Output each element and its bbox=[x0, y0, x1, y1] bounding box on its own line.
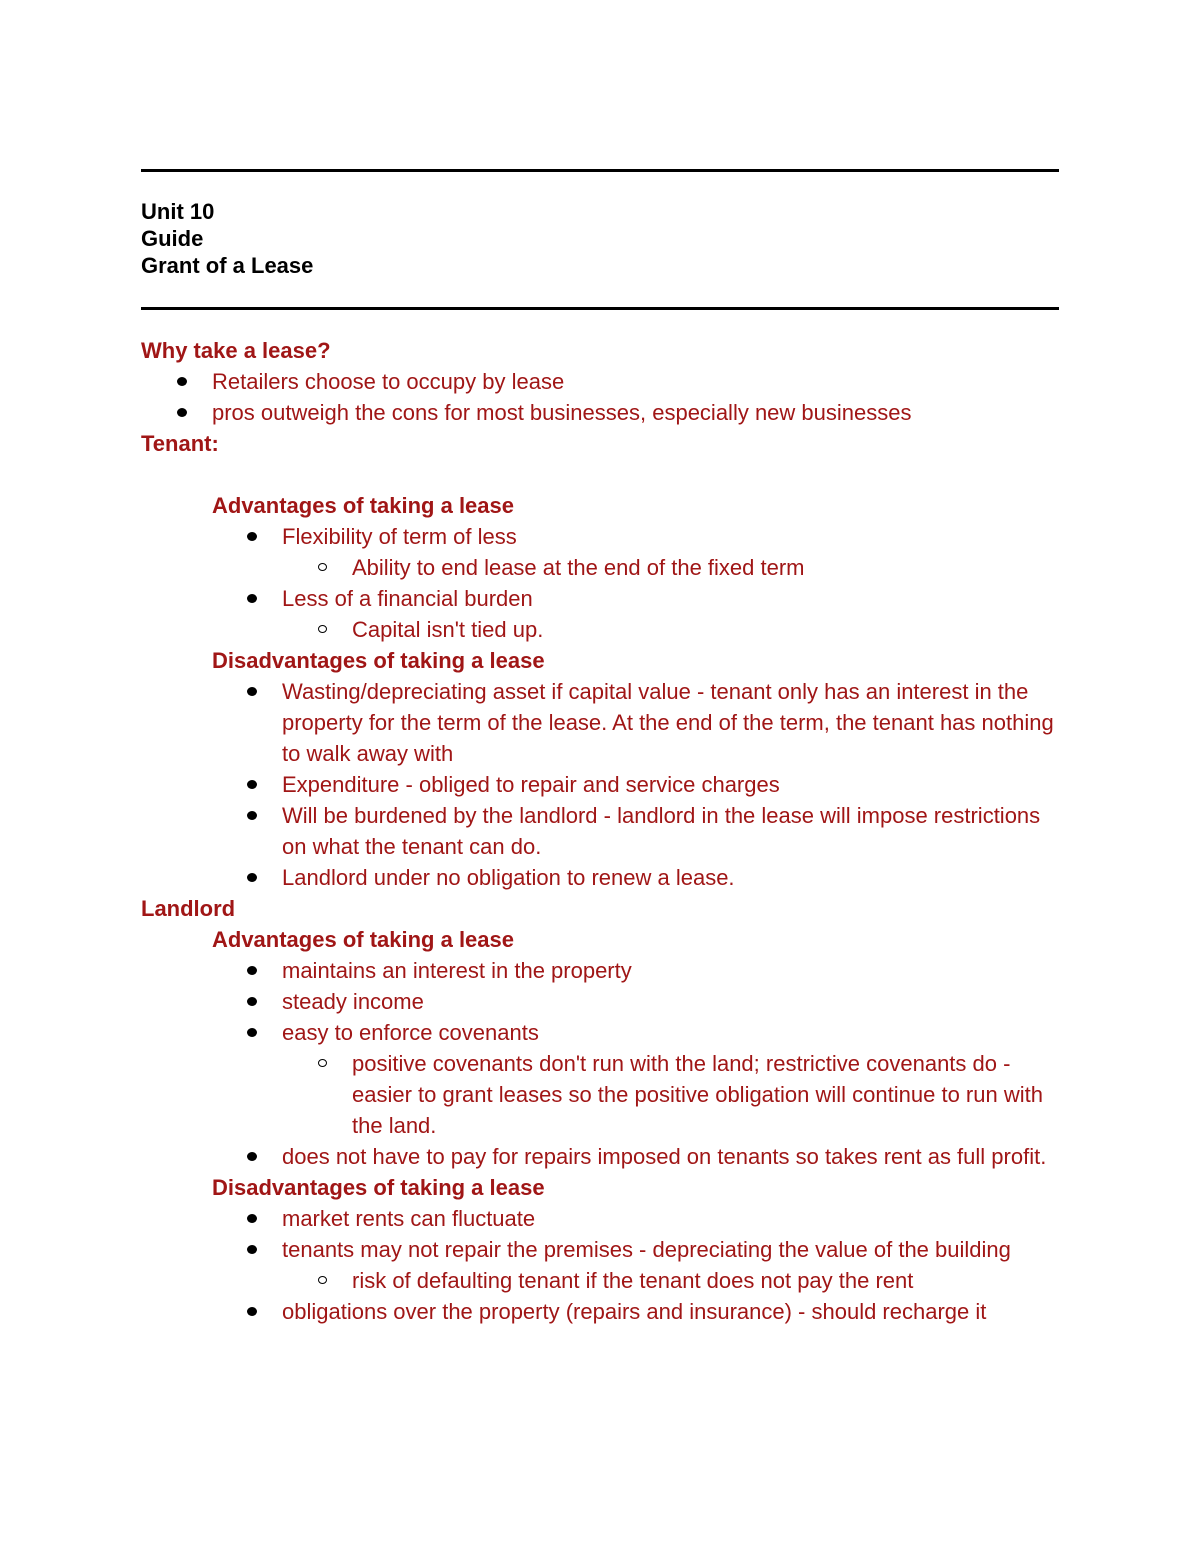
list-item bbox=[141, 800, 1061, 862]
list-item bbox=[141, 366, 1061, 397]
bullet-icon bbox=[247, 1028, 257, 1037]
list-item bbox=[141, 769, 1061, 800]
bullet-icon bbox=[247, 811, 257, 820]
circle-bullet-icon bbox=[318, 1276, 327, 1284]
list-item-text: Wasting/depreciating asset if capital value - tenant only has an interest in the property for the term of the lease. At the end of the term, the tenant has nothing to walk away with bbox=[282, 679, 1054, 766]
list-item-text: Retailers choose to occupy by lease bbox=[212, 369, 565, 394]
list-item-text: Expenditure - obliged to repair and service charges bbox=[282, 772, 780, 797]
list-item-text: Will be burdened by the landlord - landlord in the lease will impose restrictions on what the tenant can do. bbox=[282, 803, 1041, 859]
bullet-icon bbox=[247, 966, 257, 975]
tenant-disadvantages-heading: Disadvantages of taking a lease bbox=[212, 648, 545, 673]
list-item bbox=[141, 862, 1061, 893]
circle-bullet-icon bbox=[318, 1059, 327, 1067]
bullet-icon bbox=[247, 594, 257, 603]
bullet-icon bbox=[247, 1152, 257, 1161]
sub-list-item bbox=[141, 1048, 1061, 1141]
unit-title: Unit 10 bbox=[141, 199, 215, 224]
document-body bbox=[141, 335, 1061, 1327]
list-item-text: positive covenants don't run with the land; restrictive covenants do - easier to grant leases so the positive obligation will continue to run with the land. bbox=[352, 1051, 1043, 1138]
bullet-icon bbox=[247, 1214, 257, 1223]
circle-bullet-icon bbox=[318, 563, 327, 571]
sub-list-item bbox=[141, 614, 1061, 645]
landlord-heading: Landlord bbox=[141, 896, 236, 921]
list-item bbox=[141, 521, 1061, 552]
spacer bbox=[141, 459, 1061, 490]
list-item bbox=[141, 676, 1061, 769]
tenant-heading: Tenant: bbox=[141, 431, 219, 456]
bullet-icon bbox=[177, 377, 187, 386]
list-item bbox=[141, 583, 1061, 614]
why-heading: Why take a lease? bbox=[141, 338, 331, 363]
list-item-text: does not have to pay for repairs imposed on tenants so takes rent as full profit. bbox=[282, 1144, 1047, 1169]
lease-title: Grant of a Lease bbox=[141, 253, 314, 278]
bullet-icon bbox=[247, 687, 257, 696]
list-item bbox=[141, 1296, 1061, 1327]
list-item-text: risk of defaulting tenant if the tenant does not pay the rent bbox=[352, 1268, 914, 1293]
bullet-icon bbox=[247, 532, 257, 541]
list-item bbox=[141, 1203, 1061, 1234]
landlord-advantages-heading: Advantages of taking a lease bbox=[212, 927, 514, 952]
list-item-text: pros outweigh the cons for most businesses, especially new businesses bbox=[212, 400, 912, 425]
guide-title: Guide bbox=[141, 226, 204, 251]
document-header bbox=[141, 198, 313, 279]
sub-list-item bbox=[141, 552, 1061, 583]
list-item-text: tenants may not repair the premises - depreciating the value of the building bbox=[282, 1237, 1011, 1262]
list-item-text: steady income bbox=[282, 989, 424, 1014]
list-item bbox=[141, 955, 1061, 986]
list-item bbox=[141, 986, 1061, 1017]
list-item bbox=[141, 1234, 1061, 1265]
list-item-text: Landlord under no obligation to renew a lease. bbox=[282, 865, 735, 890]
bullet-icon bbox=[247, 873, 257, 882]
tenant-advantages-heading: Advantages of taking a lease bbox=[212, 493, 514, 518]
list-item-text: Flexibility of term of less bbox=[282, 524, 517, 549]
list-item-text: maintains an interest in the property bbox=[282, 958, 632, 983]
list-item bbox=[141, 1141, 1061, 1172]
list-item-text: obligations over the property (repairs and insurance) - should recharge it bbox=[282, 1299, 987, 1324]
list-item-text: Capital isn't tied up. bbox=[352, 617, 544, 642]
sub-list-item bbox=[141, 1265, 1061, 1296]
bullet-icon bbox=[177, 408, 187, 417]
bullet-icon bbox=[247, 1307, 257, 1316]
horizontal-rule-top bbox=[141, 169, 1059, 172]
circle-bullet-icon bbox=[318, 625, 327, 633]
list-item-text: Ability to end lease at the end of the fixed term bbox=[352, 555, 805, 580]
list-item bbox=[141, 1017, 1061, 1048]
bullet-icon bbox=[247, 1245, 257, 1254]
bullet-icon bbox=[247, 997, 257, 1006]
landlord-disadvantages-heading: Disadvantages of taking a lease bbox=[212, 1175, 545, 1200]
list-item-text: market rents can fluctuate bbox=[282, 1206, 536, 1231]
list-item-text: easy to enforce covenants bbox=[282, 1020, 539, 1045]
list-item-text: Less of a financial burden bbox=[282, 586, 533, 611]
horizontal-rule-bottom bbox=[141, 307, 1059, 310]
bullet-icon bbox=[247, 780, 257, 789]
list-item bbox=[141, 397, 1061, 428]
